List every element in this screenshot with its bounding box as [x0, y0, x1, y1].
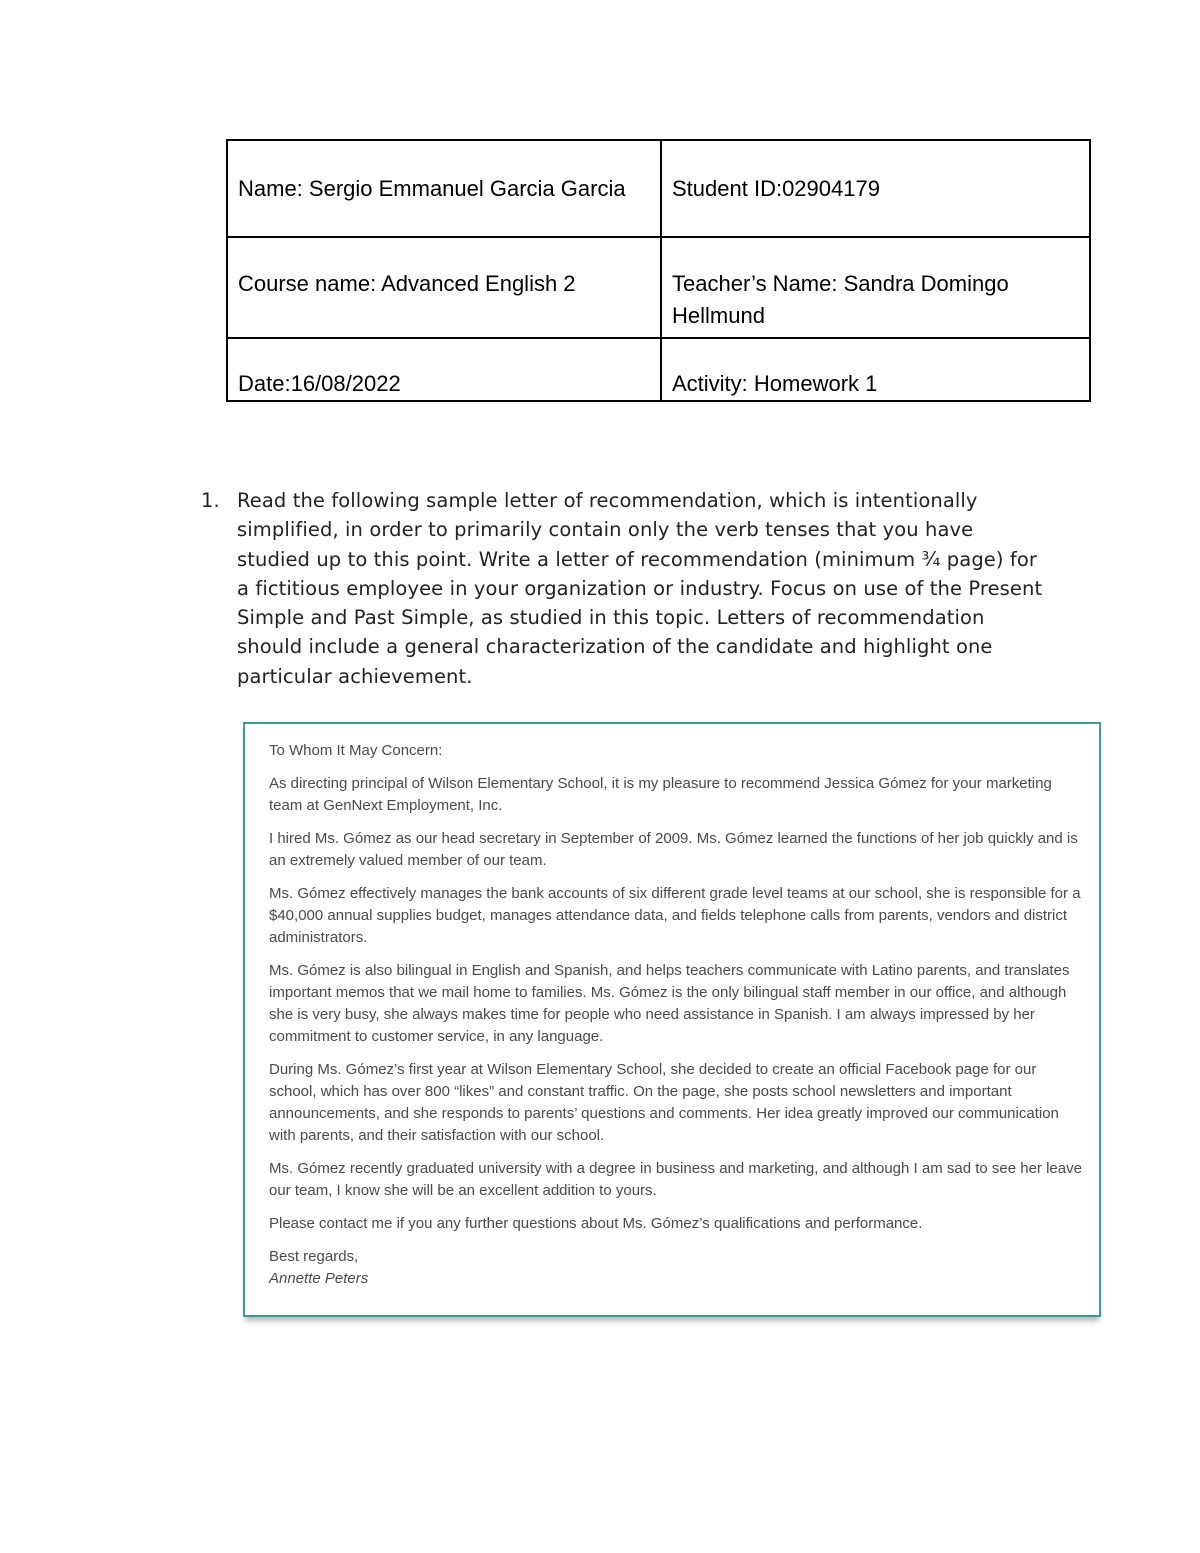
- info-row-2: [227, 237, 1090, 338]
- date-cell: Date:16/08/2022: [227, 338, 661, 401]
- letter-paragraph: Ms. Gómez effectively manages the bank accounts of six different grade level teams at our school, she is responsible for a $40,000 annual supplies budget, manages attendance data, and fields telephone calls from parents, vendors and district administrators.: [269, 885, 1081, 946]
- instruction-item: [201, 486, 1051, 691]
- sample-letter-image: [243, 722, 1101, 1317]
- info-row-3: [227, 338, 1090, 401]
- student-id-cell: Student ID:02904179: [661, 140, 1090, 237]
- letter-paragraph: Please contact me if you any further questions about Ms. Gómez’s qualifications and performance.: [269, 1215, 923, 1232]
- letter-paragraph: During Ms. Gómez’s first year at Wilson Elementary School, she decided to create an official Facebook page for our school, which has over 800 “likes” and constant traffic. On the page, she posts school newsletters and important announcements, and she responds to parents’ questions and comments. Her idea greatly improved our communication with parents, and their satisfaction with our school.: [269, 1061, 1059, 1144]
- student-name-cell: Name: Sergio Emmanuel Garcia Garcia: [227, 140, 661, 237]
- letter-closing: Best regards,: [269, 1248, 359, 1265]
- student-info-table: [226, 139, 1091, 402]
- letter-paragraph: I hired Ms. Gómez as our head secretary in September of 2009. Ms. Gómez learned the functions of her job quickly and is an extremely valued member of our team.: [269, 830, 1078, 869]
- activity-cell: Activity: Homework 1: [661, 338, 1090, 401]
- instruction-text: Read the following sample letter of recommendation, which is intentionally simplified, in order to primarily contain only the verb tenses that you have studied up to this point. Write a letter of recommendation (minimum ¾ page) for a fictitious employee in your organization or industry. Focus on use of the Present Simple and Past Simple, as studied in this topic. Letters of recommendation should include a general characterization of the candidate and highlight one particular achievement.: [237, 489, 1043, 688]
- info-row-1: [227, 140, 1090, 237]
- course-name-cell: Course name: Advanced English 2: [227, 237, 661, 338]
- letter-salutation: To Whom It May Concern:: [269, 742, 443, 759]
- letter-paragraph: Ms. Gómez recently graduated university with a degree in business and marketing, and although I am sad to see her leave our team, I know she will be an excellent addition to yours.: [269, 1160, 1082, 1199]
- letter-paragraph: As directing principal of Wilson Elementary School, it is my pleasure to recommend Jessica Gómez for your marketing team at GenNext Employment, Inc.: [269, 775, 1052, 814]
- teacher-name-cell: Teacher’s Name: Sandra Domingo Hellmund: [661, 237, 1090, 338]
- letter-signature: Annette Peters: [269, 1270, 369, 1287]
- letter-paragraph: Ms. Gómez is also bilingual in English and Spanish, and helps teachers communicate with Latino parents, and translates important memos that we mail home to families. Ms. Gómez is the only bilingual staff member in our office, and although she is very busy, she always makes time for people who need assistance in Spanish. I am always impressed by her commitment to customer service, in any language.: [269, 962, 1070, 1045]
- instruction-number: 1.: [201, 489, 220, 512]
